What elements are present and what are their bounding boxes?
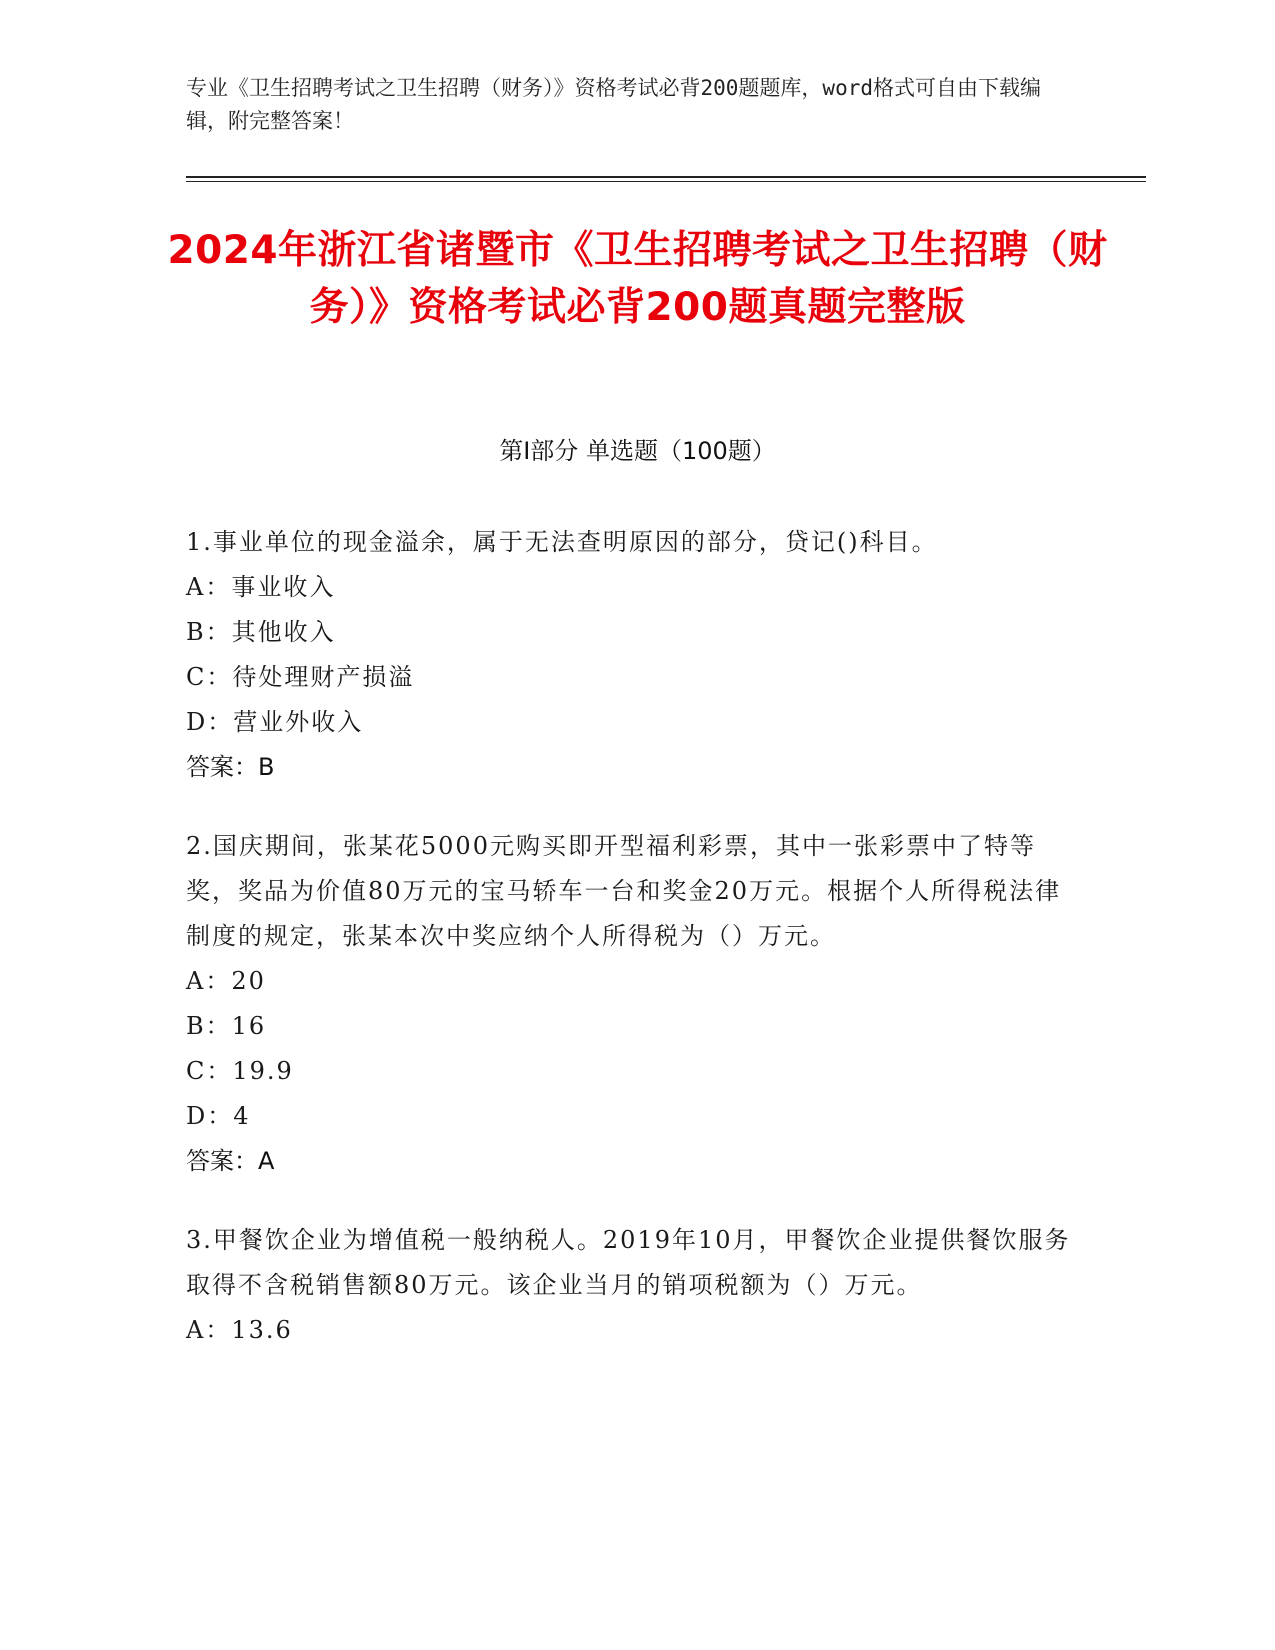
document-title: 2024年浙江省诸暨市《卫生招聘考试之卫生招聘（财务）》资格考试必背200题真题完整版 bbox=[167, 228, 1108, 330]
question-option-a: A：事业收入 bbox=[186, 573, 336, 601]
question-1 bbox=[186, 520, 1086, 790]
question-stem: 2.国庆期间，张某花5000元购买即开型福利彩票，其中一张彩票中了特等奖，奖品为价值80万元的宝马轿车一台和奖金20万元。根据个人所得税法律制度的规定，张某本次中奖应纳个人所得税为（）万元。 bbox=[186, 832, 1062, 950]
header-divider-thin bbox=[186, 181, 1146, 182]
question-option-d: D：4 bbox=[186, 1102, 251, 1130]
question-option-b: B：16 bbox=[186, 1012, 267, 1040]
question-stem: 1.事业单位的现金溢余，属于无法查明原因的部分，贷记()科目。 bbox=[186, 528, 938, 556]
question-answer: 答案：A bbox=[186, 1147, 275, 1175]
question-option-c: C：待处理财产损溢 bbox=[186, 663, 415, 691]
question-2 bbox=[186, 824, 1086, 1184]
question-answer: 答案：B bbox=[186, 753, 275, 781]
header-note: 专业《卫生招聘考试之卫生招聘（财务）》资格考试必背200题题库，word格式可自由下载编辑，附完整答案！ bbox=[186, 76, 1041, 133]
question-option-a: A：13.6 bbox=[186, 1316, 293, 1344]
question-option-d: D：营业外收入 bbox=[186, 708, 364, 736]
section-title: 第I部分 单选题（100题） bbox=[499, 437, 776, 465]
question-stem: 3.甲餐饮企业为增值税一般纳税人。2019年10月，甲餐饮企业提供餐饮服务取得不含税销售额80万元。该企业当月的销项税额为（）万元。 bbox=[186, 1226, 1071, 1299]
header-divider-thick bbox=[186, 176, 1146, 178]
question-option-c: C：19.9 bbox=[186, 1057, 294, 1085]
question-list bbox=[186, 520, 1086, 1387]
question-option-b: B：其他收入 bbox=[186, 618, 336, 646]
question-3 bbox=[186, 1218, 1086, 1353]
question-option-a: A：20 bbox=[186, 967, 266, 995]
